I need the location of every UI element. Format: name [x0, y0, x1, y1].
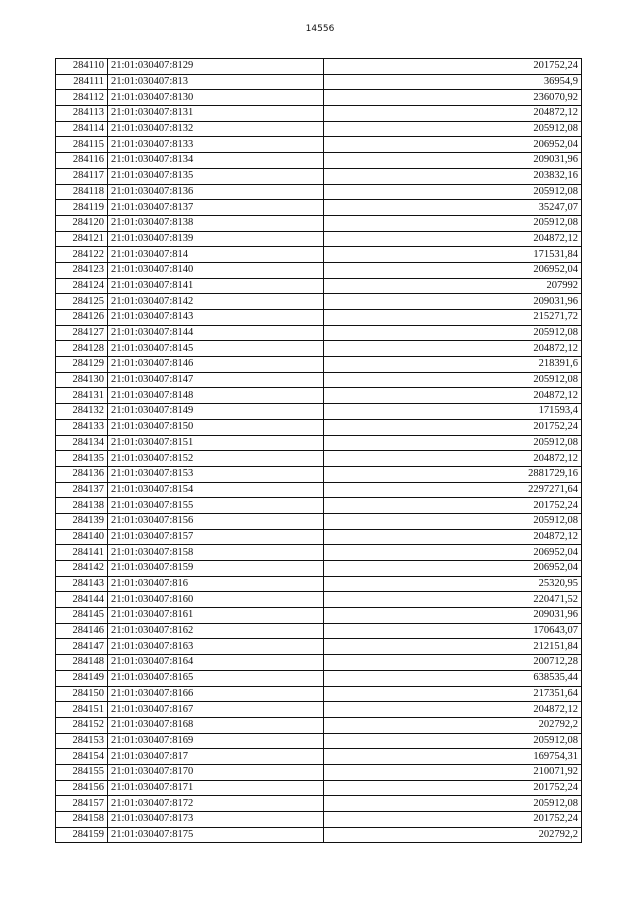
row-number-cell: 284127 — [56, 325, 108, 341]
table-row — [56, 451, 582, 467]
row-number-cell: 284131 — [56, 388, 108, 404]
table-row — [56, 137, 582, 153]
table-row — [56, 404, 582, 420]
table-row — [56, 812, 582, 828]
table-row — [56, 247, 582, 263]
table-row — [56, 278, 582, 294]
row-number-cell: 284133 — [56, 419, 108, 435]
table-row — [56, 294, 582, 310]
table-row — [56, 262, 582, 278]
table-row — [56, 388, 582, 404]
cadastral-number-cell: 21:01:030407:8145 — [108, 341, 324, 357]
cadastral-number-cell: 21:01:030407:8164 — [108, 655, 324, 671]
row-number-cell: 284157 — [56, 796, 108, 812]
table-row — [56, 655, 582, 671]
cadastral-number-cell: 21:01:030407:8162 — [108, 623, 324, 639]
value-cell: 204872,12 — [324, 106, 582, 122]
value-cell: 205912,08 — [324, 215, 582, 231]
row-number-cell: 284119 — [56, 200, 108, 216]
table-row — [56, 749, 582, 765]
cadastral-number-cell: 21:01:030407:8138 — [108, 215, 324, 231]
cadastral-number-cell: 21:01:030407:8135 — [108, 168, 324, 184]
cadastral-number-cell: 21:01:030407:8130 — [108, 90, 324, 106]
row-number-cell: 284124 — [56, 278, 108, 294]
cadastral-number-cell: 21:01:030407:8139 — [108, 231, 324, 247]
table-row — [56, 419, 582, 435]
row-number-cell: 284115 — [56, 137, 108, 153]
page-number: 14556 — [305, 24, 335, 34]
cadastral-number-cell: 21:01:030407:8148 — [108, 388, 324, 404]
value-cell: 201752,24 — [324, 59, 582, 75]
row-number-cell: 284114 — [56, 121, 108, 137]
table-row — [56, 184, 582, 200]
value-cell: 171531,84 — [324, 247, 582, 263]
table-row — [56, 231, 582, 247]
value-cell: 170643,07 — [324, 623, 582, 639]
cadastral-number-cell: 21:01:030407:8157 — [108, 529, 324, 545]
table-row — [56, 466, 582, 482]
value-cell: 638535,44 — [324, 670, 582, 686]
table-row — [56, 529, 582, 545]
cadastral-number-cell: 21:01:030407:8167 — [108, 702, 324, 718]
cadastral-number-cell: 21:01:030407:8129 — [108, 59, 324, 75]
cadastral-number-cell: 21:01:030407:8163 — [108, 639, 324, 655]
table-row — [56, 325, 582, 341]
table-row — [56, 796, 582, 812]
cadastral-number-cell: 21:01:030407:8171 — [108, 780, 324, 796]
row-number-cell: 284122 — [56, 247, 108, 263]
value-cell: 209031,96 — [324, 294, 582, 310]
row-number-cell: 284128 — [56, 341, 108, 357]
row-number-cell: 284117 — [56, 168, 108, 184]
table-row — [56, 561, 582, 577]
value-cell: 203832,16 — [324, 168, 582, 184]
row-number-cell: 284142 — [56, 561, 108, 577]
table-row — [56, 702, 582, 718]
cadastral-number-cell: 21:01:030407:8153 — [108, 466, 324, 482]
cadastral-number-cell: 21:01:030407:8173 — [108, 812, 324, 828]
cadastral-number-cell: 21:01:030407:8166 — [108, 686, 324, 702]
cadastral-number-cell: 21:01:030407:8155 — [108, 498, 324, 514]
table-row — [56, 498, 582, 514]
row-number-cell: 284113 — [56, 106, 108, 122]
row-number-cell: 284110 — [56, 59, 108, 75]
table-row — [56, 639, 582, 655]
row-number-cell: 284147 — [56, 639, 108, 655]
cadastral-number-cell: 21:01:030407:8149 — [108, 404, 324, 420]
row-number-cell: 284137 — [56, 482, 108, 498]
value-cell: 205912,08 — [324, 796, 582, 812]
value-cell: 204872,12 — [324, 231, 582, 247]
cadastral-number-cell: 21:01:030407:8146 — [108, 357, 324, 373]
value-cell: 207992 — [324, 278, 582, 294]
table-row — [56, 764, 582, 780]
table-row — [56, 827, 582, 843]
value-cell: 218391,6 — [324, 357, 582, 373]
cadastral-number-cell: 21:01:030407:8150 — [108, 419, 324, 435]
cadastral-number-cell: 21:01:030407:8141 — [108, 278, 324, 294]
row-number-cell: 284149 — [56, 670, 108, 686]
row-number-cell: 284158 — [56, 812, 108, 828]
value-cell: 201752,24 — [324, 419, 582, 435]
row-number-cell: 284143 — [56, 576, 108, 592]
table-row — [56, 670, 582, 686]
value-cell: 205912,08 — [324, 435, 582, 451]
row-number-cell: 284145 — [56, 608, 108, 624]
row-number-cell: 284121 — [56, 231, 108, 247]
row-number-cell: 284154 — [56, 749, 108, 765]
value-cell: 25320,95 — [324, 576, 582, 592]
value-cell: 201752,24 — [324, 498, 582, 514]
row-number-cell: 284135 — [56, 451, 108, 467]
cadastral-number-cell: 21:01:030407:816 — [108, 576, 324, 592]
value-cell: 204872,12 — [324, 702, 582, 718]
table-row — [56, 372, 582, 388]
value-cell: 210071,92 — [324, 764, 582, 780]
value-cell: 202792,2 — [324, 827, 582, 843]
value-cell: 205912,08 — [324, 325, 582, 341]
row-number-cell: 284132 — [56, 404, 108, 420]
row-number-cell: 284148 — [56, 655, 108, 671]
value-cell: 205912,08 — [324, 513, 582, 529]
table-row — [56, 623, 582, 639]
value-cell: 217351,64 — [324, 686, 582, 702]
cadastral-number-cell: 21:01:030407:8147 — [108, 372, 324, 388]
value-cell: 171593,4 — [324, 404, 582, 420]
table-row — [56, 74, 582, 90]
row-number-cell: 284152 — [56, 717, 108, 733]
table-row — [56, 121, 582, 137]
row-number-cell: 284134 — [56, 435, 108, 451]
table-row — [56, 59, 582, 75]
cadastral-number-cell: 21:01:030407:8151 — [108, 435, 324, 451]
row-number-cell: 284126 — [56, 310, 108, 326]
cadastral-number-cell: 21:01:030407:8143 — [108, 310, 324, 326]
value-cell: 204872,12 — [324, 529, 582, 545]
value-cell: 205912,08 — [324, 372, 582, 388]
row-number-cell: 284116 — [56, 153, 108, 169]
value-cell: 209031,96 — [324, 608, 582, 624]
table-row — [56, 90, 582, 106]
table-row — [56, 357, 582, 373]
cadastral-number-cell: 21:01:030407:8132 — [108, 121, 324, 137]
value-cell: 205912,08 — [324, 733, 582, 749]
row-number-cell: 284151 — [56, 702, 108, 718]
cadastral-number-cell: 21:01:030407:817 — [108, 749, 324, 765]
row-number-cell: 284129 — [56, 357, 108, 373]
row-number-cell: 284155 — [56, 764, 108, 780]
value-cell: 206952,04 — [324, 137, 582, 153]
cadastral-number-cell: 21:01:030407:8159 — [108, 561, 324, 577]
cadastral-number-cell: 21:01:030407:8134 — [108, 153, 324, 169]
table-row — [56, 106, 582, 122]
value-cell: 202792,2 — [324, 717, 582, 733]
table-row — [56, 215, 582, 231]
table-row — [56, 482, 582, 498]
cadastral-number-cell: 21:01:030407:8169 — [108, 733, 324, 749]
value-cell: 215271,72 — [324, 310, 582, 326]
value-cell: 236070,92 — [324, 90, 582, 106]
value-cell: 206952,04 — [324, 561, 582, 577]
table-row — [56, 310, 582, 326]
table-row — [56, 780, 582, 796]
value-cell: 201752,24 — [324, 812, 582, 828]
row-number-cell: 284140 — [56, 529, 108, 545]
table-row — [56, 608, 582, 624]
value-cell: 205912,08 — [324, 121, 582, 137]
value-cell: 206952,04 — [324, 262, 582, 278]
row-number-cell: 284130 — [56, 372, 108, 388]
cadastral-number-cell: 21:01:030407:8152 — [108, 451, 324, 467]
row-number-cell: 284153 — [56, 733, 108, 749]
cadastral-number-cell: 21:01:030407:8158 — [108, 545, 324, 561]
row-number-cell: 284118 — [56, 184, 108, 200]
row-number-cell: 284159 — [56, 827, 108, 843]
row-number-cell: 284123 — [56, 262, 108, 278]
cadastral-number-cell: 21:01:030407:8133 — [108, 137, 324, 153]
table-row — [56, 733, 582, 749]
table-body — [56, 59, 582, 843]
cadastral-number-cell: 21:01:030407:8160 — [108, 592, 324, 608]
row-number-cell: 284112 — [56, 90, 108, 106]
table-row — [56, 200, 582, 216]
table-row — [56, 717, 582, 733]
table-row — [56, 341, 582, 357]
cadastral-number-cell: 21:01:030407:8137 — [108, 200, 324, 216]
table-row — [56, 576, 582, 592]
value-cell: 204872,12 — [324, 451, 582, 467]
cadastral-number-cell: 21:01:030407:813 — [108, 74, 324, 90]
cadastral-number-cell: 21:01:030407:8168 — [108, 717, 324, 733]
cadastral-number-cell: 21:01:030407:8172 — [108, 796, 324, 812]
table-row — [56, 592, 582, 608]
table-row — [56, 435, 582, 451]
value-cell: 2297271,64 — [324, 482, 582, 498]
table-row — [56, 686, 582, 702]
value-cell: 200712,28 — [324, 655, 582, 671]
value-cell: 201752,24 — [324, 780, 582, 796]
value-cell: 205912,08 — [324, 184, 582, 200]
table-row — [56, 545, 582, 561]
cadastral-number-cell: 21:01:030407:8154 — [108, 482, 324, 498]
cadastral-number-cell: 21:01:030407:8170 — [108, 764, 324, 780]
value-cell: 206952,04 — [324, 545, 582, 561]
row-number-cell: 284125 — [56, 294, 108, 310]
cadastral-number-cell: 21:01:030407:8142 — [108, 294, 324, 310]
row-number-cell: 284144 — [56, 592, 108, 608]
row-number-cell: 284156 — [56, 780, 108, 796]
row-number-cell: 284120 — [56, 215, 108, 231]
cadastral-value-table — [55, 58, 582, 843]
cadastral-number-cell: 21:01:030407:8131 — [108, 106, 324, 122]
cadastral-number-cell: 21:01:030407:8144 — [108, 325, 324, 341]
table-row — [56, 513, 582, 529]
row-number-cell: 284150 — [56, 686, 108, 702]
value-cell: 36954,9 — [324, 74, 582, 90]
value-cell: 2881729,16 — [324, 466, 582, 482]
value-cell: 35247,07 — [324, 200, 582, 216]
value-cell: 169754,31 — [324, 749, 582, 765]
value-cell: 209031,96 — [324, 153, 582, 169]
row-number-cell: 284136 — [56, 466, 108, 482]
cadastral-number-cell: 21:01:030407:814 — [108, 247, 324, 263]
table-row — [56, 153, 582, 169]
value-cell: 212151,84 — [324, 639, 582, 655]
value-cell: 220471,52 — [324, 592, 582, 608]
row-number-cell: 284146 — [56, 623, 108, 639]
cadastral-number-cell: 21:01:030407:8140 — [108, 262, 324, 278]
cadastral-number-cell: 21:01:030407:8175 — [108, 827, 324, 843]
cadastral-number-cell: 21:01:030407:8156 — [108, 513, 324, 529]
row-number-cell: 284111 — [56, 74, 108, 90]
value-cell: 204872,12 — [324, 341, 582, 357]
table-row — [56, 168, 582, 184]
cadastral-number-cell: 21:01:030407:8161 — [108, 608, 324, 624]
row-number-cell: 284141 — [56, 545, 108, 561]
value-cell: 204872,12 — [324, 388, 582, 404]
row-number-cell: 284139 — [56, 513, 108, 529]
row-number-cell: 284138 — [56, 498, 108, 514]
cadastral-number-cell: 21:01:030407:8136 — [108, 184, 324, 200]
cadastral-number-cell: 21:01:030407:8165 — [108, 670, 324, 686]
